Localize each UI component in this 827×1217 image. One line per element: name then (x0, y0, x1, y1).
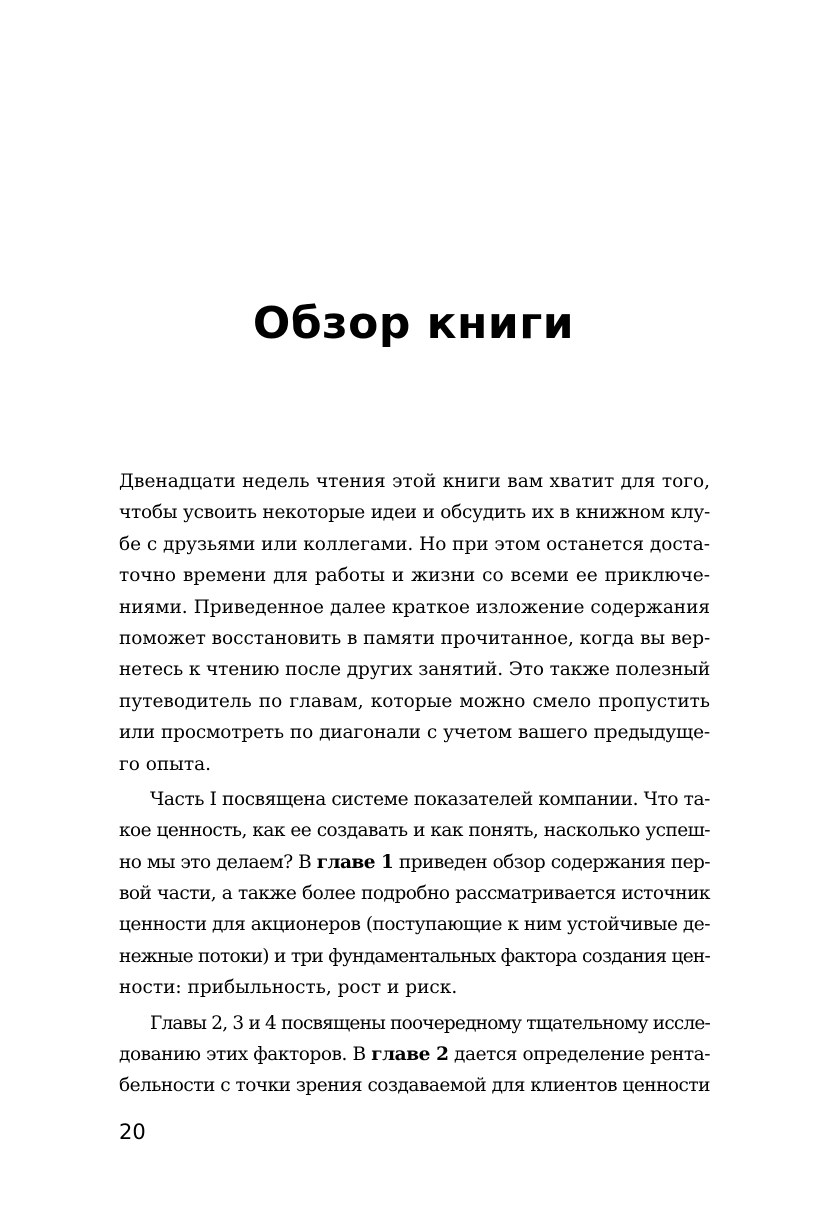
body-text (119, 466, 710, 1102)
text-line: ценности для акционеров (поступающие к ним устойчивые де- (119, 914, 710, 936)
text-line: поможет восстановить в памяти прочитанное, когда вы вер- (119, 627, 711, 649)
text-line: но мы это делаем? В главе 1 приведен обзор содержания пер- (119, 851, 710, 873)
text-line: ниями. Приведенное далее краткое изложение содержания (119, 596, 710, 618)
text-line: Двенадцати недель чтения этой книги вам хватит для того, (119, 471, 710, 492)
paragraph-1 (119, 466, 710, 780)
text-line: или просмотреть по диагонали с учетом вашего предыдуще- (119, 722, 710, 744)
text-line: нетесь к чтению после других занятий. Это также полезный (119, 659, 710, 681)
paragraph-2 (119, 784, 710, 1004)
text-line: нежные потоки) и три фундаментальных фактора создания цен- (119, 945, 710, 967)
paragraph-3 (119, 1008, 710, 1102)
text-line: кое ценность, как ее создавать и как понять, насколько успеш- (119, 820, 710, 842)
text-line: чтобы усвоить некоторые идеи и обсудить их в книжном клу- (119, 502, 710, 524)
text-line: точно времени для работы и жизни со всеми ее приключе- (119, 565, 710, 587)
text-line: го опыта. (119, 753, 212, 775)
text-line: бельности с точки зрения создаваемой для клиентов ценности (119, 1075, 710, 1097)
page-number: 20 (119, 1120, 146, 1144)
text-line: путеводитель по главам, которые можно смело пропустить (119, 690, 710, 712)
page-title: Обзор книги (252, 298, 575, 349)
text-line: бе с друзьями или коллегами. Но при этом останется доста- (119, 533, 710, 555)
text-line: Часть I посвящена системе показателей компании. Что та- (150, 788, 710, 810)
text-line: вой части, а также более подробно рассматривается источник (119, 883, 710, 905)
chapter-reference: главе 1 (316, 851, 394, 873)
chapter-reference: главе 2 (371, 1044, 449, 1066)
text-line: дованию этих факторов. В главе 2 дается определение рента- (119, 1044, 711, 1066)
text-line: ности: прибыльность, рост и риск. (119, 977, 458, 999)
text-line: Главы 2, 3 и 4 посвящены поочередному тщательному иссле- (150, 1012, 710, 1034)
